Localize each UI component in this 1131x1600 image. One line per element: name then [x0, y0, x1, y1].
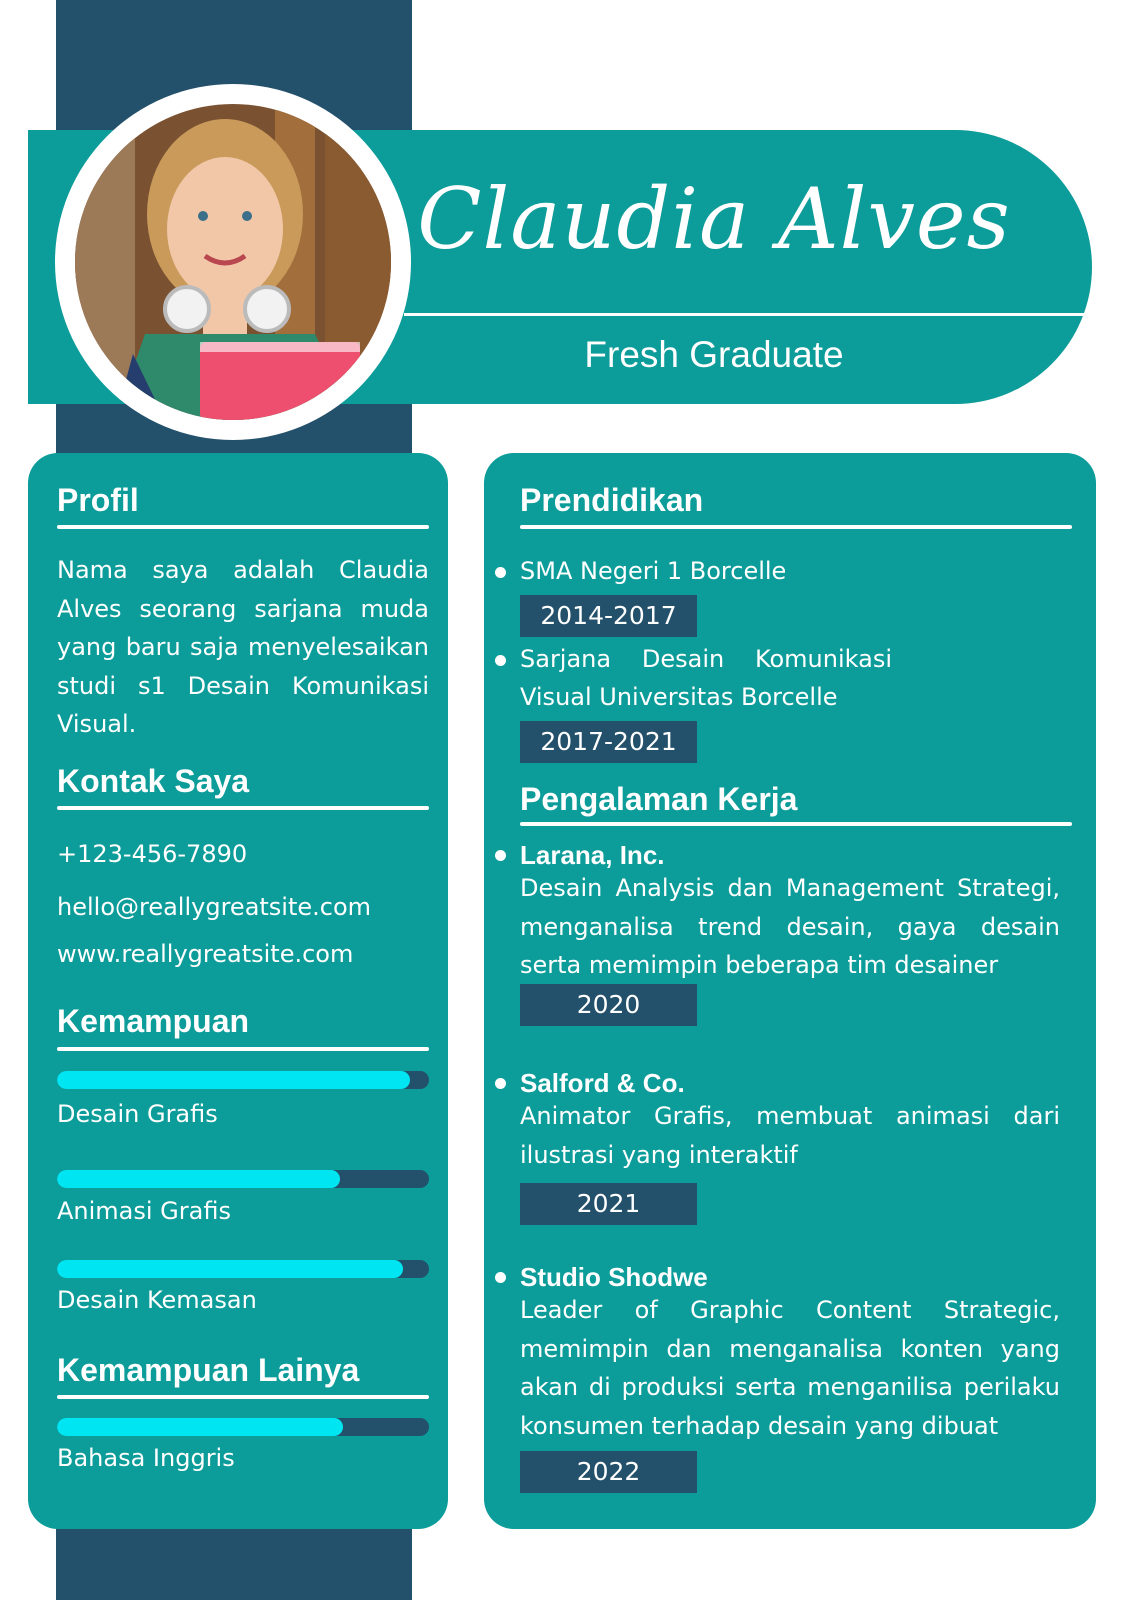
skill-bar-fill [57, 1260, 403, 1278]
experience-rule [520, 822, 1072, 826]
experience-description: Desain Analysis dan Management Strategi, menganalisa trend desain, gaya desain serta memimpin beberapa tim desainer [520, 874, 1060, 979]
profile-photo [75, 104, 391, 420]
skill-bar-fill [57, 1418, 343, 1436]
skill-bar [57, 1418, 429, 1436]
bullet-dot [495, 1078, 506, 1089]
profile-text: Nama saya adalah Claudia Alves seorang sarjana muda yang baru saja menyelesaikan studi s1 Desain Komunikasi Visual. [57, 556, 429, 738]
skill-bar [57, 1260, 429, 1278]
contact-rule [57, 806, 429, 810]
other-skills-heading: Kemampuan Lainya [57, 1352, 360, 1388]
education-years: 2014-2017 [520, 595, 697, 637]
bullet-dot [495, 567, 506, 578]
experience-year: 2022 [520, 1451, 697, 1493]
education-rule [520, 525, 1072, 529]
education-heading: Prendidikan [520, 482, 704, 518]
contact-heading: Kontak Saya [57, 763, 250, 799]
name-divider [404, 313, 1084, 316]
person-subtitle: Fresh Graduate [584, 334, 844, 375]
bullet-dot [495, 1272, 506, 1283]
bullet-dot [495, 850, 506, 861]
experience-company: Studio Shodwe [520, 1262, 708, 1292]
contact-email: hello@reallygreatsite.com [57, 893, 372, 921]
profile-heading: Profil [57, 482, 139, 518]
contact-website: www.reallygreatsite.com [57, 940, 354, 968]
skill-label: Bahasa Inggris [57, 1444, 235, 1472]
education-school: Sarjana Desain Komunikasi [520, 645, 892, 673]
skills-rule [57, 1047, 429, 1051]
experience-year: 2021 [520, 1183, 697, 1225]
skills-heading: Kemampuan [57, 1003, 250, 1039]
skill-label: Desain Kemasan [57, 1286, 257, 1314]
education-school-line2: Visual Universitas Borcelle [520, 683, 838, 711]
experience-company: Salford & Co. [520, 1068, 685, 1098]
skill-bar-fill [57, 1170, 340, 1188]
experience-company: Larana, Inc. [520, 840, 665, 870]
skill-label: Desain Grafis [57, 1100, 218, 1128]
education-school: SMA Negeri 1 Borcelle [520, 557, 787, 585]
education-years: 2017-2021 [520, 721, 697, 763]
skill-label: Animasi Grafis [57, 1197, 231, 1225]
skill-bar-fill [57, 1071, 410, 1089]
contact-phone: +123-456-7890 [57, 840, 248, 868]
bullet-dot [495, 655, 506, 666]
experience-description: Leader of Graphic Content Strategic, memimpin dan menganalisa konten yang akan di produksi serta menganilisa perilaku konsumen terhadap desain yang dibuat [520, 1296, 1060, 1440]
skill-bar [57, 1170, 429, 1188]
experience-year: 2020 [520, 984, 697, 1026]
other-skills-rule [57, 1395, 429, 1399]
person-name: Claudia Alves [417, 170, 1011, 268]
experience-heading: Pengalaman Kerja [520, 781, 798, 817]
skill-bar [57, 1071, 429, 1089]
experience-description: Animator Grafis, membuat animasi dari ilustrasi yang interaktif [520, 1102, 1060, 1169]
profile-rule [57, 525, 429, 529]
